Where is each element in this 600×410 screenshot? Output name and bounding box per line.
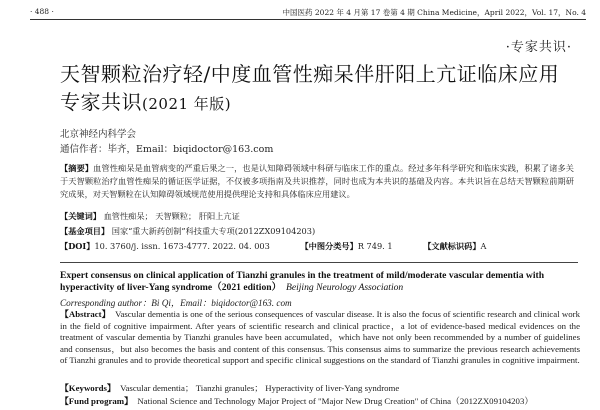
abstract-cn	[60, 162, 574, 201]
journal-citation: 中国医药 2022 年 4 月第 17 卷第 4 期 China Medicine，April 2022，Vol. 17，No. 4	[282, 8, 586, 17]
english-organization: Beijing Neurology Association	[285, 282, 404, 293]
corresponding-author-en: Corresponding author：Bi Qi，Email：biqidoctor@163. com	[60, 298, 292, 308]
abstract-en-label: 【Abstract】	[60, 309, 111, 319]
section-divider	[60, 262, 578, 263]
article-title-edition: (2021 年版)	[142, 95, 232, 113]
english-title-text: Expert consensus on clinical application of Tianzhi granules in the treatment of mild/moderate vascular dementia with hyperactivity of liver-Yang syndrome（2021 edition）	[60, 270, 545, 293]
keywords-cn-label: 【关键词】	[60, 211, 101, 221]
fund-en-text: National Science and Technology Major Project of "Major New Drug Creation" of China（2012ZX09104203）	[137, 396, 534, 406]
clc-value: R 749. 1	[357, 241, 393, 251]
header-rule	[30, 19, 586, 20]
keywords-en	[60, 381, 399, 394]
english-title	[60, 270, 580, 294]
article-title	[60, 60, 560, 118]
doi-value[interactable]: 10. 3760/j. issn. 1673-4777. 2022. 04. 003	[94, 241, 270, 251]
keywords-cn	[60, 211, 240, 222]
keywords-cn-text: 血管性痴呆； 天智颗粒； 肝阳上亢证	[103, 211, 240, 221]
clc-label: 【中图分类号】	[300, 241, 358, 251]
fund-cn-text: 国家“重大新药创制”科技重大专项(2012ZX09104203)	[111, 226, 316, 236]
article-title-main: 天智颗粒治疗轻/中度血管性痴呆伴肝阳上亢证临床应用专家共识	[60, 62, 560, 114]
fund-en-label: 【Fund program】	[60, 396, 133, 406]
fund-cn	[60, 226, 315, 237]
page-number: · 488 ·	[30, 7, 54, 16]
doc-code-value: A	[480, 241, 487, 251]
doi-label: 【DOI】	[60, 241, 95, 251]
keywords-en-text: Vascular dementia； Tianzhi granules； Hyperactivity of liver-Yang syndrome	[120, 383, 400, 393]
doc-code-label: 【文献标识码】	[423, 241, 481, 251]
abstract-en	[60, 309, 580, 367]
fund-en	[60, 394, 533, 407]
article-meta-cn	[60, 241, 514, 252]
fund-cn-label: 【基金项目】	[60, 226, 110, 236]
abstract-cn-text: 血管性痴呆是血管病变的严重后果之一，也是认知障碍领域中科研与临床工作的重点。经过多年科学研究和临床实践，积累了诸多关于天智颗粒治疗血管性痴呆的循证医学证据，不仅被多项指南及共识推荐，同时也成为本共识的基础及内容。本共识旨在总结天智颗粒前期研究成果，对天智颗粒在认知障碍领域规范使用提供理论支持和具体临床应用建议。	[60, 163, 574, 199]
section-tag: ·专家共识·	[505, 40, 572, 55]
corresponding-author-cn: 通信作者：毕齐，Email：biqidoctor@163.com	[60, 144, 274, 155]
author-organization: 北京神经内科学会	[60, 129, 137, 140]
abstract-cn-label: 【摘要】	[60, 163, 94, 173]
abstract-en-text: Vascular dementia is one of the serious consequences of vascular disease. It is also the focus of scientific research and clinical work in the field of cognitive impairment. After years of scientific research and clinical practice，a lot of evidence-based medical evidences on the treatment of vascular dementia by Tianzhi granules have been accumulated，which have not only been recommended by a number of guidelines and consensus，but also becomes the basis and content of this consensus. This consensus aims to summarize the previous research achievements of Tianzhi granules and to provide theoretical support and specific clinical suggestions on the standard of Tianzhi granules in cognitive impairment.	[60, 309, 580, 366]
keywords-en-label: 【Keywords】	[60, 383, 116, 393]
running-header	[30, 7, 586, 19]
